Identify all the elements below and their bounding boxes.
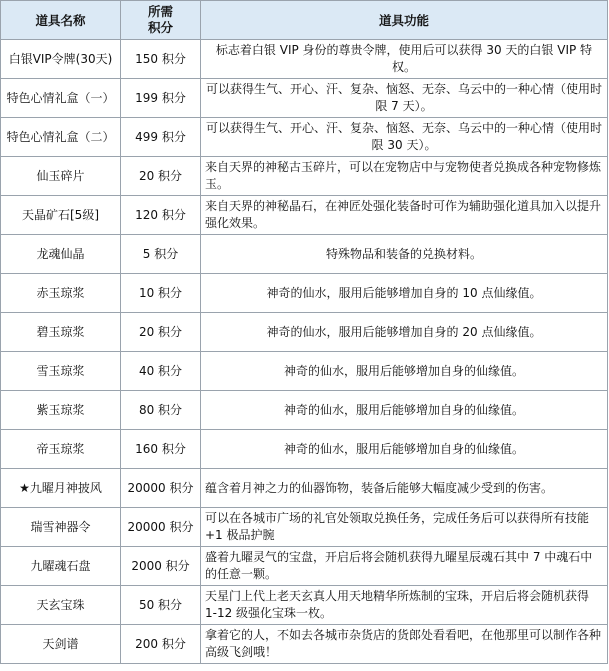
item-name: 天晶矿石[5级] (1, 196, 121, 235)
item-name: 帝玉琼浆 (1, 430, 121, 469)
table-row (1, 196, 608, 235)
table-row (1, 508, 608, 547)
header-item-function: 道具功能 (201, 1, 608, 40)
item-name: 天剑谱 (1, 625, 121, 664)
item-desc: 神奇的仙水，服用后能够增加自身的仙缘值。 (201, 352, 608, 391)
item-desc: 来自天界的神秘晶石，在神匠处强化装备时可作为辅助强化道具加入以提升强化效果。 (201, 196, 608, 235)
item-cost: 20 积分 (121, 313, 201, 352)
table-header-row (1, 1, 608, 40)
header-cost-line2: 积分 (147, 20, 173, 35)
item-desc: 蕴含着月神之力的仙器饰物，装备后能够大幅度减少受到的伤害。 (201, 469, 608, 508)
item-desc: 神奇的仙水，服用后能够增加自身的 20 点仙缘值。 (201, 313, 608, 352)
item-cost: 50 积分 (121, 586, 201, 625)
table-row (1, 586, 608, 625)
item-name: 碧玉琼浆 (1, 313, 121, 352)
table-row (1, 274, 608, 313)
item-name: 天玄宝珠 (1, 586, 121, 625)
item-name: 赤玉琼浆 (1, 274, 121, 313)
table-row (1, 235, 608, 274)
table-row (1, 430, 608, 469)
item-cost: 2000 积分 (121, 547, 201, 586)
item-desc: 神奇的仙水，服用后能够增加自身的 10 点仙缘值。 (201, 274, 608, 313)
item-name: 仙玉碎片 (1, 157, 121, 196)
item-desc: 盛着九曜灵气的宝盘，开启后将会随机获得九曜星辰魂石其中 7 中魂石中的任意一颗。 (201, 547, 608, 586)
header-cost-line1: 所需 (147, 4, 173, 19)
item-cost: 40 积分 (121, 352, 201, 391)
item-cost: 160 积分 (121, 430, 201, 469)
item-name: 特色心情礼盒（二） (1, 118, 121, 157)
item-name: ★九曜月神披风 (1, 469, 121, 508)
item-name: 雪玉琼浆 (1, 352, 121, 391)
item-cost: 20000 积分 (121, 469, 201, 508)
table-row (1, 313, 608, 352)
item-desc: 特殊物品和装备的兑换材料。 (201, 235, 608, 274)
table-row (1, 352, 608, 391)
item-cost: 10 积分 (121, 274, 201, 313)
table-row (1, 391, 608, 430)
item-desc: 可以在各城市广场的礼官处领取兑换任务，完成任务后可以获得所有技能+1 极品护腕 (201, 508, 608, 547)
item-desc: 神奇的仙水，服用后能够增加自身的仙缘值。 (201, 391, 608, 430)
table-row (1, 79, 608, 118)
table-row (1, 118, 608, 157)
item-cost: 150 积分 (121, 40, 201, 79)
item-desc: 标志着白银 VIP 身份的尊贵令牌，使用后可以获得 30 天的白银 VIP 特权。 (201, 40, 608, 79)
item-desc: 可以获得生气、开心、汗、复杂、恼怒、无奈、乌云中的一种心情（使用时限 30 天）。 (201, 118, 608, 157)
table-row (1, 625, 608, 664)
table-row (1, 547, 608, 586)
header-item-name: 道具名称 (1, 1, 121, 40)
item-cost: 200 积分 (121, 625, 201, 664)
item-cost: 20 积分 (121, 157, 201, 196)
table-row (1, 40, 608, 79)
item-cost: 5 积分 (121, 235, 201, 274)
item-name: 九曜魂石盘 (1, 547, 121, 586)
item-desc: 来自天界的神秘古玉碎片，可以在宠物店中与宠物使者兑换成各种宠物修炼玉。 (201, 157, 608, 196)
table-row (1, 157, 608, 196)
item-name: 特色心情礼盒（一） (1, 79, 121, 118)
item-cost: 20000 积分 (121, 508, 201, 547)
item-cost: 80 积分 (121, 391, 201, 430)
table-row (1, 469, 608, 508)
item-cost: 120 积分 (121, 196, 201, 235)
item-cost: 499 积分 (121, 118, 201, 157)
item-desc: 神奇的仙水，服用后能够增加自身的仙缘值。 (201, 430, 608, 469)
item-desc: 天星门上代上老天玄真人用天地精华所炼制的宝珠，开启后将会随机获得 1-12 级强化宝珠一枚。 (201, 586, 608, 625)
header-required-points (121, 1, 201, 40)
item-name: 龙魂仙晶 (1, 235, 121, 274)
item-name: 白银VIP令牌(30天) (1, 40, 121, 79)
item-desc: 可以获得生气、开心、汗、复杂、恼怒、无奈、乌云中的一种心情（使用时限 7 天）。 (201, 79, 608, 118)
item-cost: 199 积分 (121, 79, 201, 118)
item-desc: 拿着它的人，不如去各城市杂货店的货郎处看看吧，在他那里可以制作各种高级飞剑哦！ (201, 625, 608, 664)
item-name: 紫玉琼浆 (1, 391, 121, 430)
item-name: 瑞雪神器令 (1, 508, 121, 547)
